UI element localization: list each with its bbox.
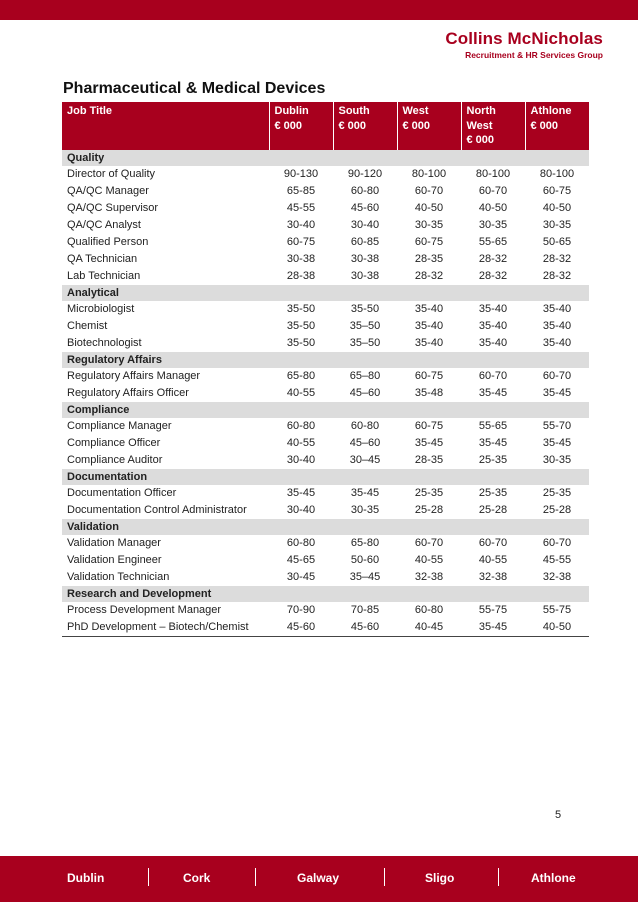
salary-cell: 60-80 bbox=[350, 185, 380, 197]
footer-separator bbox=[498, 868, 499, 886]
salary-cell: 30-35 bbox=[478, 219, 508, 231]
section-row bbox=[62, 285, 589, 301]
header-dublin bbox=[269, 102, 333, 150]
salary-cell: 60-80 bbox=[286, 420, 316, 432]
salary-cell: 25-35 bbox=[478, 487, 508, 499]
salary-cell: 25-35 bbox=[478, 454, 508, 466]
salary-cell: 30-45 bbox=[286, 571, 316, 583]
table-row bbox=[62, 318, 589, 335]
salary-cell: 25-28 bbox=[542, 504, 572, 516]
table-row bbox=[62, 183, 589, 200]
header-line: West bbox=[466, 119, 493, 132]
header-line: € 000 bbox=[274, 119, 303, 132]
salary-cell: 35-50 bbox=[286, 337, 316, 349]
salary-cell: 35-45 bbox=[478, 387, 508, 399]
top-banner bbox=[0, 0, 638, 20]
section-row bbox=[62, 402, 589, 418]
salary-cell: 30-35 bbox=[414, 219, 444, 231]
footer-office-athlone: Athlone bbox=[531, 871, 576, 885]
salary-cell: 35-50 bbox=[286, 320, 316, 332]
header-line: € 000 bbox=[530, 119, 559, 132]
salary-cell: 45-60 bbox=[269, 619, 333, 637]
salary-cell: 60-75 bbox=[414, 236, 444, 248]
salary-cell: 60-70 bbox=[478, 185, 508, 197]
salary-cell: 45-60 bbox=[333, 619, 397, 637]
salary-cell: 28-32 bbox=[478, 253, 508, 265]
salary-cell: 28-32 bbox=[542, 270, 572, 282]
salary-cell: 60-75 bbox=[286, 236, 316, 248]
footer-office-dublin: Dublin bbox=[67, 871, 105, 885]
salary-cell: 40-50 bbox=[414, 202, 444, 214]
salary-cell: 45–60 bbox=[349, 437, 381, 449]
salary-cell: 30-35 bbox=[542, 454, 572, 466]
table-row bbox=[62, 200, 589, 217]
job-title-cell: Qualified Person bbox=[67, 236, 149, 248]
table-row bbox=[62, 418, 589, 435]
table-row bbox=[62, 435, 589, 452]
salary-cell: 40-55 bbox=[286, 437, 316, 449]
salary-cell: 40-50 bbox=[478, 202, 508, 214]
job-title-cell: QA Technician bbox=[67, 253, 138, 265]
section-row bbox=[62, 469, 589, 485]
salary-cell: 32-38 bbox=[542, 571, 572, 583]
table-row bbox=[62, 452, 589, 469]
header-line: Job Title bbox=[67, 105, 113, 117]
section-row bbox=[62, 352, 589, 368]
salary-cell: 35-40 bbox=[478, 337, 508, 349]
salary-cell: 35-40 bbox=[414, 320, 444, 332]
table-row bbox=[62, 569, 589, 586]
footer-office-sligo: Sligo bbox=[425, 871, 455, 885]
job-title-cell: Compliance Auditor bbox=[67, 454, 163, 466]
salary-cell: 40-55 bbox=[478, 554, 508, 566]
section-title: Documentation bbox=[62, 469, 589, 485]
salary-cell: 40-50 bbox=[525, 619, 589, 637]
salary-cell: 28-32 bbox=[478, 270, 508, 282]
header-line: South bbox=[338, 105, 370, 117]
salary-cell: 28-35 bbox=[414, 454, 444, 466]
salary-cell: 45-65 bbox=[286, 554, 316, 566]
logo-tagline: Recruitment & HR Services Group bbox=[465, 50, 603, 60]
salary-cell: 35-40 bbox=[542, 303, 572, 315]
section-title: Research and Development bbox=[62, 586, 589, 602]
salary-cell: 55-75 bbox=[478, 604, 508, 616]
salary-cell: 60-85 bbox=[350, 236, 380, 248]
salary-cell: 35-45 bbox=[542, 437, 572, 449]
salary-cell: 30-40 bbox=[286, 454, 316, 466]
salary-cell: 55-65 bbox=[478, 420, 508, 432]
salary-cell: 32-38 bbox=[478, 571, 508, 583]
section-title: Validation bbox=[62, 519, 589, 535]
salary-cell: 35-40 bbox=[542, 337, 572, 349]
job-title-cell: QA/QC Analyst bbox=[67, 219, 141, 231]
header-line: Athlone bbox=[530, 105, 572, 117]
salary-cell: 60-70 bbox=[414, 185, 444, 197]
table-row bbox=[62, 217, 589, 234]
job-title-cell: Director of Quality bbox=[67, 168, 156, 180]
job-title-cell: Validation Technician bbox=[67, 571, 170, 583]
salary-cell: 90-120 bbox=[347, 168, 383, 180]
salary-cell: 35–50 bbox=[349, 320, 381, 332]
salary-cell: 35–45 bbox=[349, 571, 381, 583]
table-row bbox=[62, 485, 589, 502]
job-title-cell: QA/QC Supervisor bbox=[67, 202, 159, 214]
salary-cell: 60-70 bbox=[478, 537, 508, 549]
salary-cell: 35-40 bbox=[478, 320, 508, 332]
job-title-cell: PhD Development – Biotech/Chemist bbox=[62, 619, 269, 637]
salary-cell: 60-75 bbox=[414, 420, 444, 432]
salary-cell: 30–45 bbox=[349, 454, 381, 466]
salary-cell: 45-55 bbox=[542, 554, 572, 566]
job-title-cell: Documentation Officer bbox=[67, 487, 177, 499]
table-row bbox=[62, 535, 589, 552]
salary-cell: 30-38 bbox=[286, 253, 316, 265]
job-title-cell: Regulatory Affairs Manager bbox=[67, 370, 201, 382]
table-row bbox=[62, 301, 589, 318]
table-row bbox=[62, 234, 589, 251]
salary-cell: 60-80 bbox=[350, 420, 380, 432]
section-title: Quality bbox=[62, 150, 589, 166]
salary-cell: 40-55 bbox=[286, 387, 316, 399]
table-row bbox=[62, 251, 589, 268]
salary-cell: 28-32 bbox=[542, 253, 572, 265]
salary-cell: 50-60 bbox=[350, 554, 380, 566]
page-title: Pharmaceutical & Medical Devices bbox=[63, 80, 326, 97]
salary-cell: 35-40 bbox=[478, 303, 508, 315]
section-row bbox=[62, 150, 589, 166]
footer-separator bbox=[384, 868, 385, 886]
header-job-title bbox=[62, 102, 269, 150]
salary-cell: 35-40 bbox=[414, 337, 444, 349]
salary-cell: 65-80 bbox=[286, 370, 316, 382]
salary-cell: 35-50 bbox=[286, 303, 316, 315]
job-title-cell: Compliance Manager bbox=[67, 420, 172, 432]
header-north-west bbox=[461, 102, 525, 150]
job-title-cell: Compliance Officer bbox=[67, 437, 161, 449]
salary-cell: 35-45 bbox=[542, 387, 572, 399]
salary-cell: 35-45 bbox=[286, 487, 316, 499]
footer-separator bbox=[255, 868, 256, 886]
section-row bbox=[62, 586, 589, 602]
salary-cell: 45-55 bbox=[286, 202, 316, 214]
salary-cell: 55-70 bbox=[542, 420, 572, 432]
salary-cell: 65-80 bbox=[350, 537, 380, 549]
table-row bbox=[62, 166, 589, 183]
footer-office-galway: Galway bbox=[297, 871, 340, 885]
table-header bbox=[62, 102, 589, 150]
section-title: Analytical bbox=[62, 285, 589, 301]
salary-cell: 60-70 bbox=[414, 537, 444, 549]
salary-cell: 60-75 bbox=[414, 370, 444, 382]
job-title-cell: Microbiologist bbox=[67, 303, 135, 315]
header-line: Dublin bbox=[274, 105, 309, 117]
footer-bar bbox=[0, 856, 638, 902]
salary-cell: 40-55 bbox=[414, 554, 444, 566]
salary-cell: 25-28 bbox=[414, 504, 444, 516]
job-title-cell: Lab Technician bbox=[67, 270, 141, 282]
header-line: North bbox=[466, 105, 496, 117]
table-row bbox=[62, 368, 589, 385]
footer-office-cork: Cork bbox=[183, 871, 211, 885]
salary-cell: 28-38 bbox=[286, 270, 316, 282]
page-number: 5 bbox=[555, 809, 562, 821]
salary-cell: 35-50 bbox=[350, 303, 380, 315]
section-title: Regulatory Affairs bbox=[62, 352, 589, 368]
salary-cell: 60-70 bbox=[542, 537, 572, 549]
salary-cell: 35-40 bbox=[414, 303, 444, 315]
salary-cell: 25-35 bbox=[542, 487, 572, 499]
header-south bbox=[333, 102, 397, 150]
salary-cell: 25-28 bbox=[478, 504, 508, 516]
salary-cell: 90-130 bbox=[283, 168, 319, 180]
salary-cell: 50-65 bbox=[542, 236, 572, 248]
salary-cell: 25-35 bbox=[414, 487, 444, 499]
salary-cell: 30-35 bbox=[350, 504, 380, 516]
salary-cell: 35-45 bbox=[461, 619, 525, 637]
table-row bbox=[62, 552, 589, 569]
salary-cell: 60-70 bbox=[542, 370, 572, 382]
salary-cell: 32-38 bbox=[414, 571, 444, 583]
footer-separator bbox=[148, 868, 149, 886]
section-title: Compliance bbox=[62, 402, 589, 418]
table-body bbox=[62, 150, 589, 637]
table-row bbox=[62, 335, 589, 352]
salary-table bbox=[62, 102, 589, 637]
table-row bbox=[62, 385, 589, 402]
job-title-cell: Process Development Manager bbox=[67, 604, 222, 616]
salary-cell: 65–80 bbox=[349, 370, 381, 382]
salary-cell: 60-70 bbox=[478, 370, 508, 382]
salary-cell: 55-65 bbox=[478, 236, 508, 248]
salary-cell: 30-40 bbox=[286, 504, 316, 516]
header-line: € 000 bbox=[466, 134, 495, 146]
table-row bbox=[62, 619, 589, 637]
salary-cell: 60-80 bbox=[286, 537, 316, 549]
salary-cell: 35-45 bbox=[478, 437, 508, 449]
header-line: € 000 bbox=[338, 119, 367, 132]
header-athlone bbox=[525, 102, 589, 150]
salary-cell: 35-40 bbox=[542, 320, 572, 332]
job-title-cell: QA/QC Manager bbox=[67, 185, 149, 197]
salary-cell: 35–50 bbox=[349, 337, 381, 349]
salary-cell: 65-85 bbox=[286, 185, 316, 197]
salary-cell: 70-90 bbox=[286, 604, 316, 616]
salary-cell: 40-45 bbox=[397, 619, 461, 637]
salary-cell: 30-40 bbox=[350, 219, 380, 231]
salary-cell: 60-75 bbox=[542, 185, 572, 197]
job-title-cell: Validation Manager bbox=[67, 537, 161, 549]
job-title-cell: Chemist bbox=[67, 320, 108, 332]
salary-cell: 40-50 bbox=[542, 202, 572, 214]
table-row bbox=[62, 268, 589, 285]
salary-cell: 45-60 bbox=[350, 202, 380, 214]
table-row bbox=[62, 502, 589, 519]
salary-cell: 35-45 bbox=[414, 437, 444, 449]
salary-cell: 28-35 bbox=[414, 253, 444, 265]
salary-cell: 30-38 bbox=[350, 253, 380, 265]
salary-cell: 30-38 bbox=[350, 270, 380, 282]
salary-cell: 55-75 bbox=[542, 604, 572, 616]
section-row bbox=[62, 519, 589, 535]
salary-cell: 30-35 bbox=[542, 219, 572, 231]
company-logo bbox=[445, 30, 603, 61]
salary-cell: 28-32 bbox=[414, 270, 444, 282]
salary-cell: 45–60 bbox=[349, 387, 381, 399]
salary-cell: 70-85 bbox=[350, 604, 380, 616]
header-west bbox=[397, 102, 461, 150]
header-line: € 000 bbox=[402, 119, 431, 132]
job-title-cell: Documentation Control Administrator bbox=[67, 504, 247, 516]
header-line: West bbox=[402, 105, 429, 117]
job-title-cell: Biotechnologist bbox=[67, 337, 142, 349]
salary-cell: 35-45 bbox=[350, 487, 380, 499]
salary-cell: 80-100 bbox=[539, 168, 575, 180]
logo-name: Collins McNicholas bbox=[445, 29, 603, 48]
job-title-cell: Validation Engineer bbox=[67, 554, 162, 566]
salary-cell: 35-48 bbox=[414, 387, 444, 399]
salary-cell: 30-40 bbox=[286, 219, 316, 231]
table-row bbox=[62, 602, 589, 619]
salary-cell: 60-80 bbox=[414, 604, 444, 616]
salary-cell: 80-100 bbox=[411, 168, 447, 180]
job-title-cell: Regulatory Affairs Officer bbox=[67, 387, 189, 399]
salary-cell: 80-100 bbox=[475, 168, 511, 180]
